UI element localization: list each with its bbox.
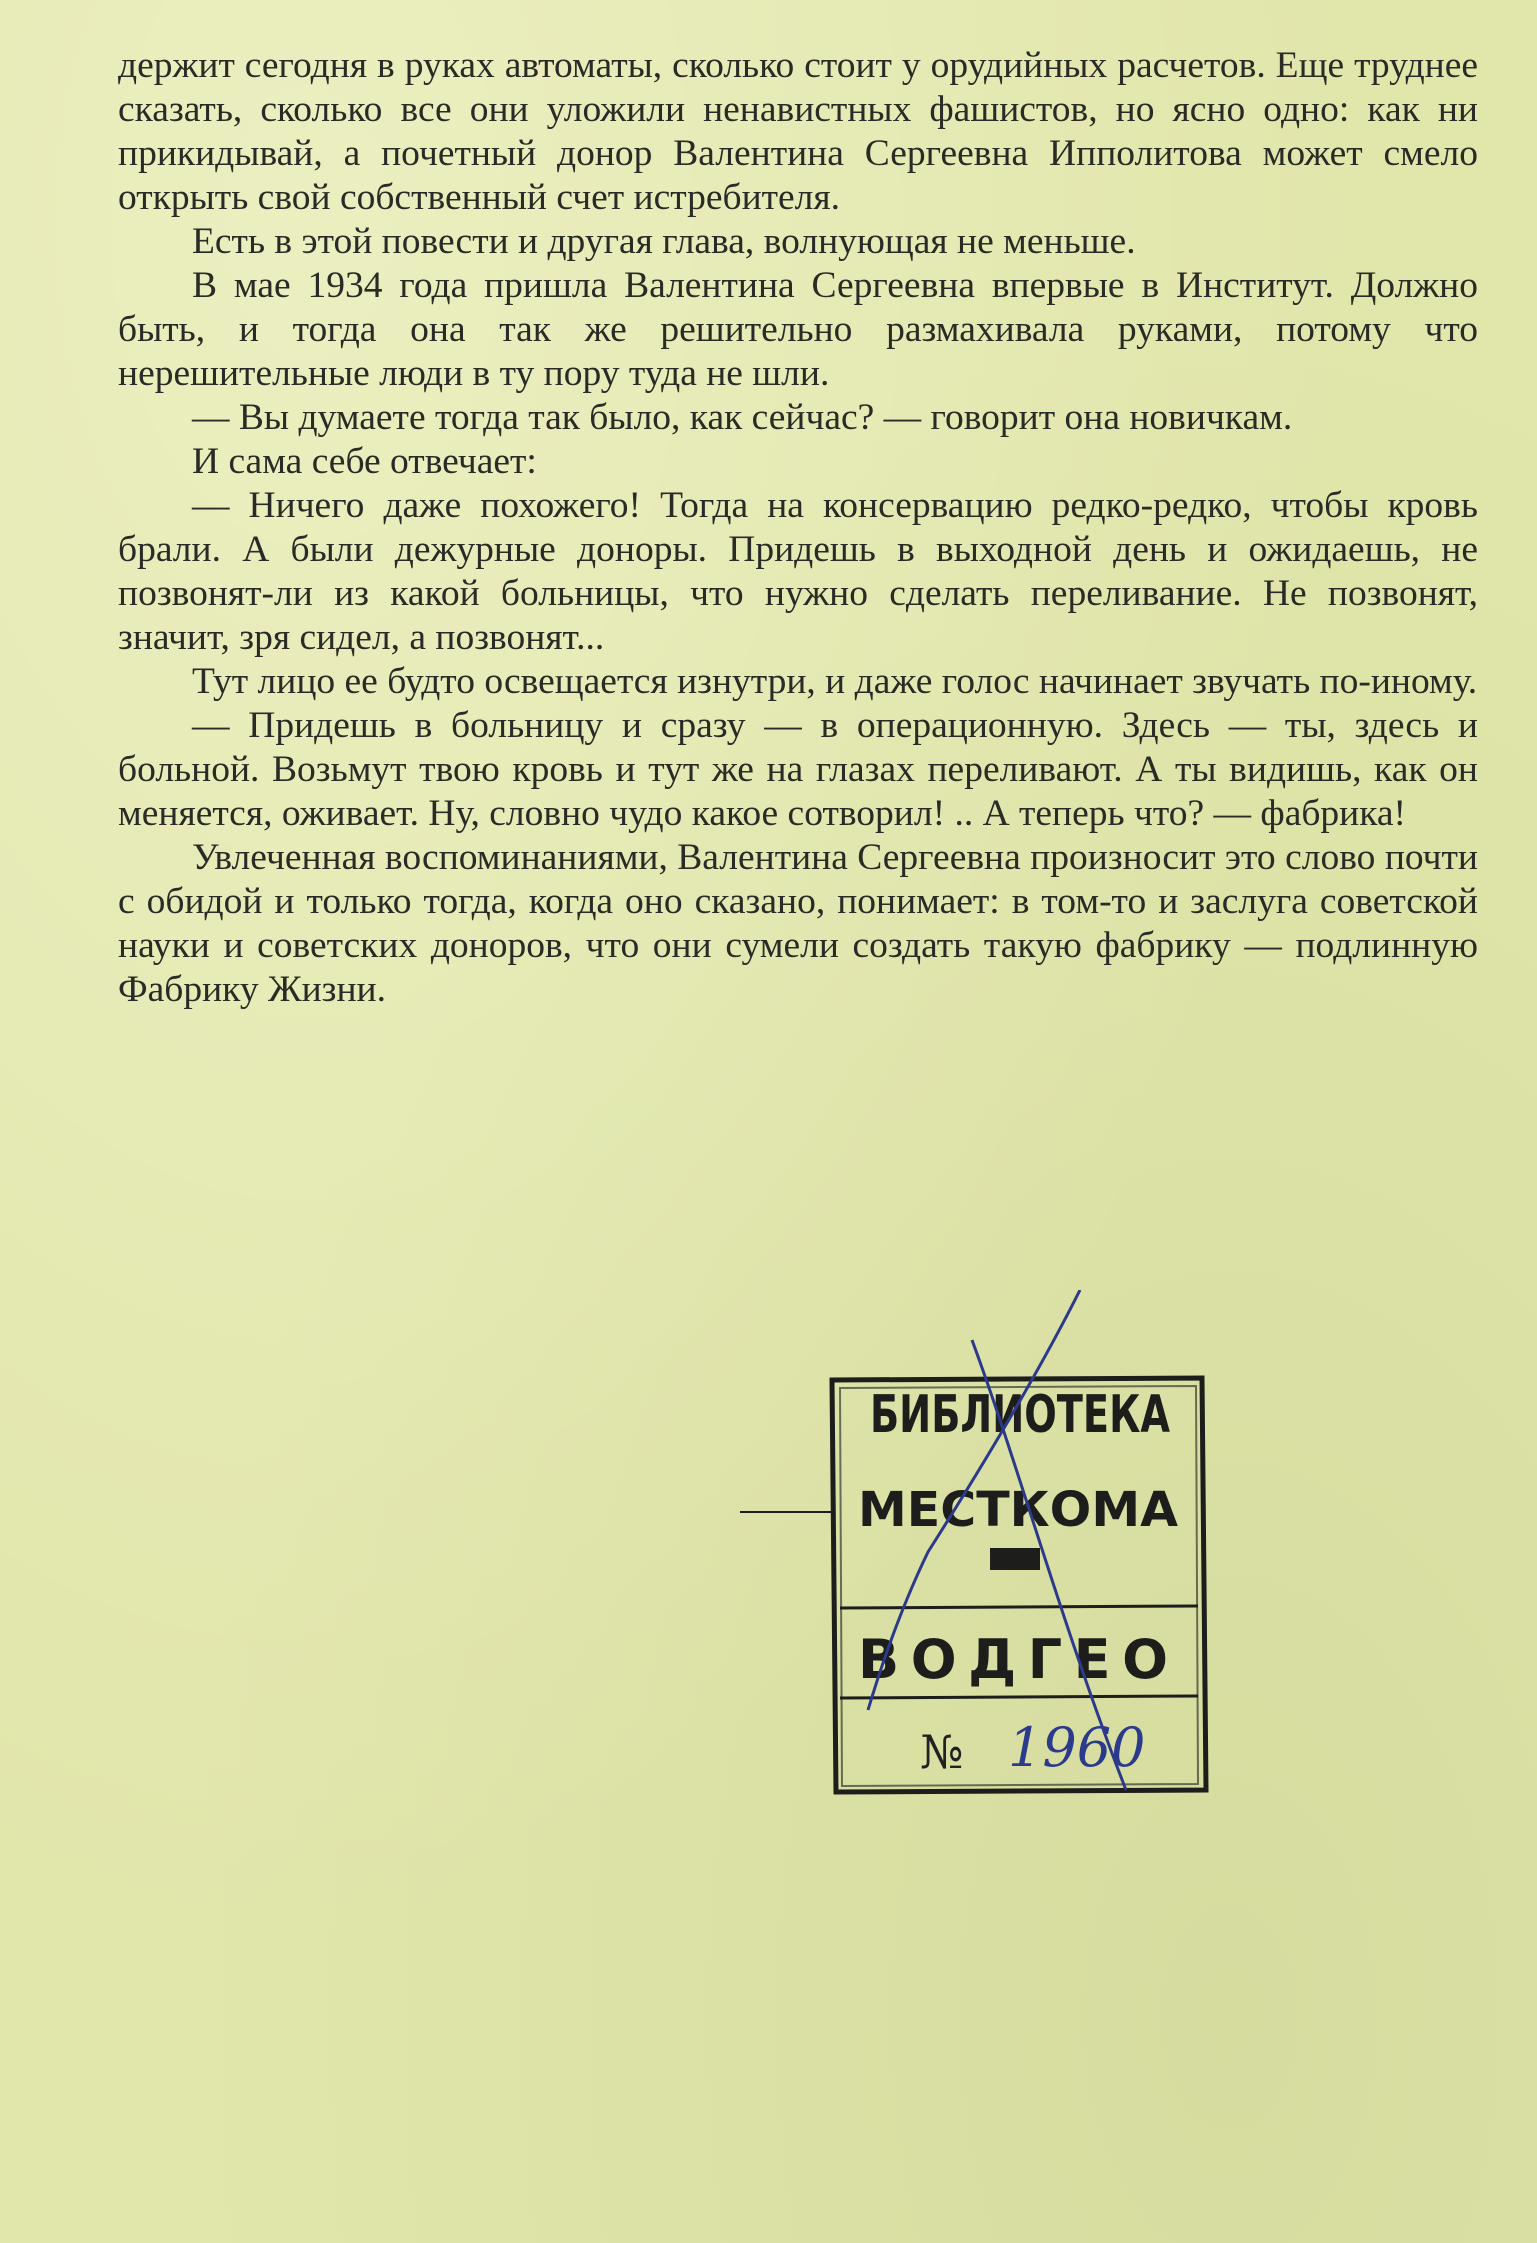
paragraph-1: держит сегодня в руках автоматы, сколько стоит у орудийных расчетов. Еще труднее сказать, сколько все они уложили ненавистных фашистов, но ясно одно: как ни прикидывай, а почетный донор Валентина Сергеевна Ипполитова может смело открыть свой собственный счет истребителя. <box>118 45 1478 218</box>
library-stamp <box>740 1290 1240 1810</box>
paragraph-3: В мае 1934 года пришла Валентина Сергеевна впервые в Институт. Должно быть, и тогда она так же решительно размахивала руками, потому что нерешительные люди в ту пору туда не шли. <box>118 265 1478 394</box>
paragraph-7: Тут лицо ее будто освещается изнутри, и даже голос начинает звучать по-иному. <box>192 661 1478 702</box>
paragraph-6: — Ничего даже похожего! Тогда на консервацию редко-редко, чтобы кровь брали. А были дежурные доноры. Придешь в выходной день и ожидаешь, не позвонят-ли из какой больницы, что нужно сделать переливание. Не позвонят, значит, зря сидел, а позвонят... <box>118 485 1478 658</box>
paragraph-5: И сама себе отвечает: <box>192 441 537 482</box>
stamp-ink-blot <box>990 1548 1040 1570</box>
stamp-line-vodgeo: ВОДГЕО <box>858 1628 1168 1691</box>
paragraph-9: Увлеченная воспоминаниями, Валентина Сергеевна произносит это слово почти с обидой и только тогда, когда оно сказано, понимает: в том-то и заслуга советской науки и советских доноров, что они сумели создать такую фабрику — подлинную Фабрику Жизни. <box>118 837 1478 1010</box>
stamp-line-library: БИБЛИОТЕКА <box>870 1385 1170 1445</box>
stamp-number-sign: № <box>920 1725 964 1779</box>
paragraph-4: — Вы думаете тогда так было, как сейчас? — говорит она новичкам. <box>192 397 1293 438</box>
body-text <box>118 44 1478 1012</box>
paragraph-8: — Придешь в больницу и сразу — в операционную. Здесь — ты, здесь и больной. Возьмут твою кровь и тут же на глазах переливают. А ты видишь, как он меняется, оживает. Ну, словно чудо какое сотворил! .. А теперь что? — фабрика! <box>118 705 1478 834</box>
paragraph-2: Есть в этой повести и другая глава, волнующая не меньше. <box>192 221 1136 262</box>
stamp-line-mestkom: МЕСТКОМА <box>858 1482 1178 1538</box>
stamp-number-handwritten: 1960 <box>1008 1716 1146 1779</box>
